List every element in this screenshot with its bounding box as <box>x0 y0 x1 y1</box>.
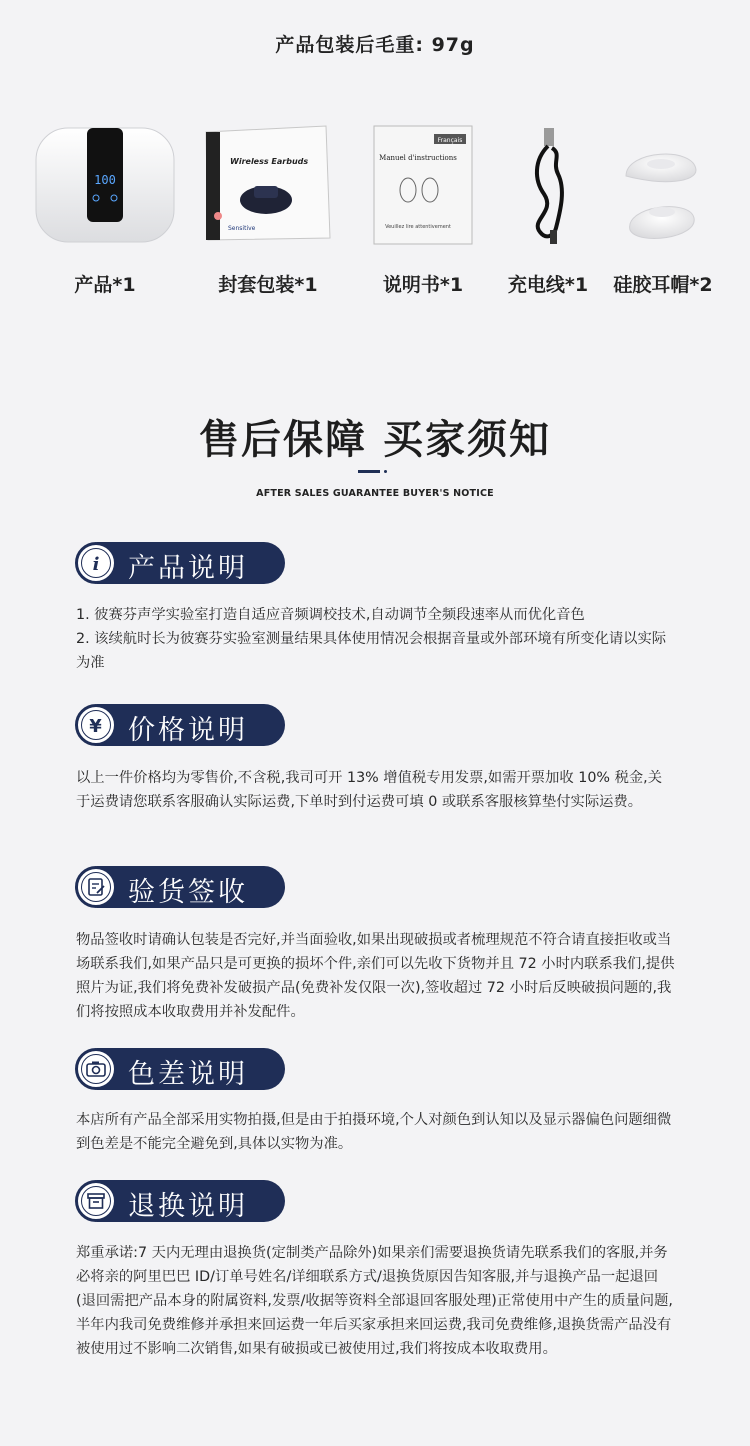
svg-text:Wireless Earbuds: Wireless Earbuds <box>230 157 309 166</box>
body-line: 以上一件价格均为零售价,不含税,我司可开 13% 增值税专用发票,如需开票加收 10% 税金,关于运费请您联系客服确认实际运费,下单时到付运费可填 0 或联系客服核算垫付实际运费。 <box>76 770 663 810</box>
product-label: 硅胶耳帽*2 <box>613 274 713 296</box>
section-body-color <box>76 1108 676 1156</box>
package-weight: 产品包装后毛重: 97g <box>275 34 475 56</box>
manual-image <box>368 120 478 250</box>
svg-text:Français: Français <box>437 137 463 144</box>
product-label: 充电线*1 <box>507 274 589 296</box>
section-title: 验货签收 <box>128 877 248 908</box>
body-line: 物品签收时请确认包装是否完好,并当面验收,如果出现破损或者梳理规范不符合请直接拒收或当场联系我们,如果产品只是可更换的损坏个件,亲们可以先收下货物并且 72 小时内联系我们,提供照片为证,我们将免费补发破损产品(免费补发仅限一次),签收超过 72 小时后反映破损问题的,我们将按照成本收取费用并补发配件。 <box>76 932 675 1020</box>
body-line: 郑重承诺:7 天内无理由退换货(定制类产品除外)如果亲们需要退换货请先联系我们的客服,并务必将亲的阿里巴巴 ID/订单号姓名/详细联系方式/退换货原因告知客服,并与退换产品一起退回(退回需把产品本身的附属资料,发票/收据等资料全部退回客服处理)正常使用中产生的质量问题,半年内我司免费维修并承担来回运费一年后买家承担来回运费,我司免费维修,退换货需产品没有被使用过不影响二次销售,如果有破损或已被使用过,我们将按成本收取费用。 <box>76 1245 673 1357</box>
archive-icon <box>82 1187 110 1215</box>
svg-text:¥: ¥ <box>89 716 102 737</box>
section-body-inspection <box>76 928 676 1024</box>
section-body-price <box>76 766 676 814</box>
package-contents <box>0 120 750 300</box>
checklist-icon <box>82 873 110 901</box>
svg-text:Sensitive: Sensitive <box>228 225 256 232</box>
body-line: 1. 彼赛芬声学实验室打造自适应音频调校技术,自动调节全频段速率从而优化音色 <box>76 607 585 623</box>
page-subtitle: AFTER SALES GUARANTEE BUYER'S NOTICE <box>256 488 494 499</box>
section-body-product <box>76 603 676 675</box>
product-label: 产品*1 <box>74 274 136 296</box>
section-title: 产品说明 <box>128 553 248 584</box>
charging-cable-image <box>500 120 596 250</box>
section-title: 价格说明 <box>128 715 248 746</box>
yen-icon <box>82 711 110 739</box>
camera-icon <box>82 1055 110 1083</box>
body-line: 本店所有产品全部采用实物拍摄,但是由于拍摄环境,个人对颜色到认知以及显示器偏色问题细微到色差是不能完全避免到,具体以实物为准。 <box>76 1112 672 1152</box>
title-divider <box>358 470 390 474</box>
section-title: 退换说明 <box>128 1191 248 1222</box>
earbuds-case-image <box>30 120 180 250</box>
svg-text:Manuel d'instructions: Manuel d'instructions <box>379 154 457 162</box>
info-icon <box>82 549 110 577</box>
ear-tips-image <box>604 120 722 250</box>
product-label: 封套包装*1 <box>218 274 318 296</box>
page-title: 售后保障 买家须知 <box>199 417 551 463</box>
body-line: 2. 该续航时长为彼赛芬实验室测量结果具体使用情况会根据音量或外部环境有所变化请以实际为准 <box>76 631 667 671</box>
section-title: 色差说明 <box>128 1059 248 1090</box>
section-body-return <box>76 1241 676 1361</box>
svg-text:i: i <box>92 554 100 575</box>
svg-text:100: 100 <box>94 173 116 187</box>
packaging-box-image <box>198 120 338 250</box>
product-label: 说明书*1 <box>382 274 464 296</box>
svg-text:Veuillez lire attentivement: Veuillez lire attentivement <box>385 224 451 230</box>
